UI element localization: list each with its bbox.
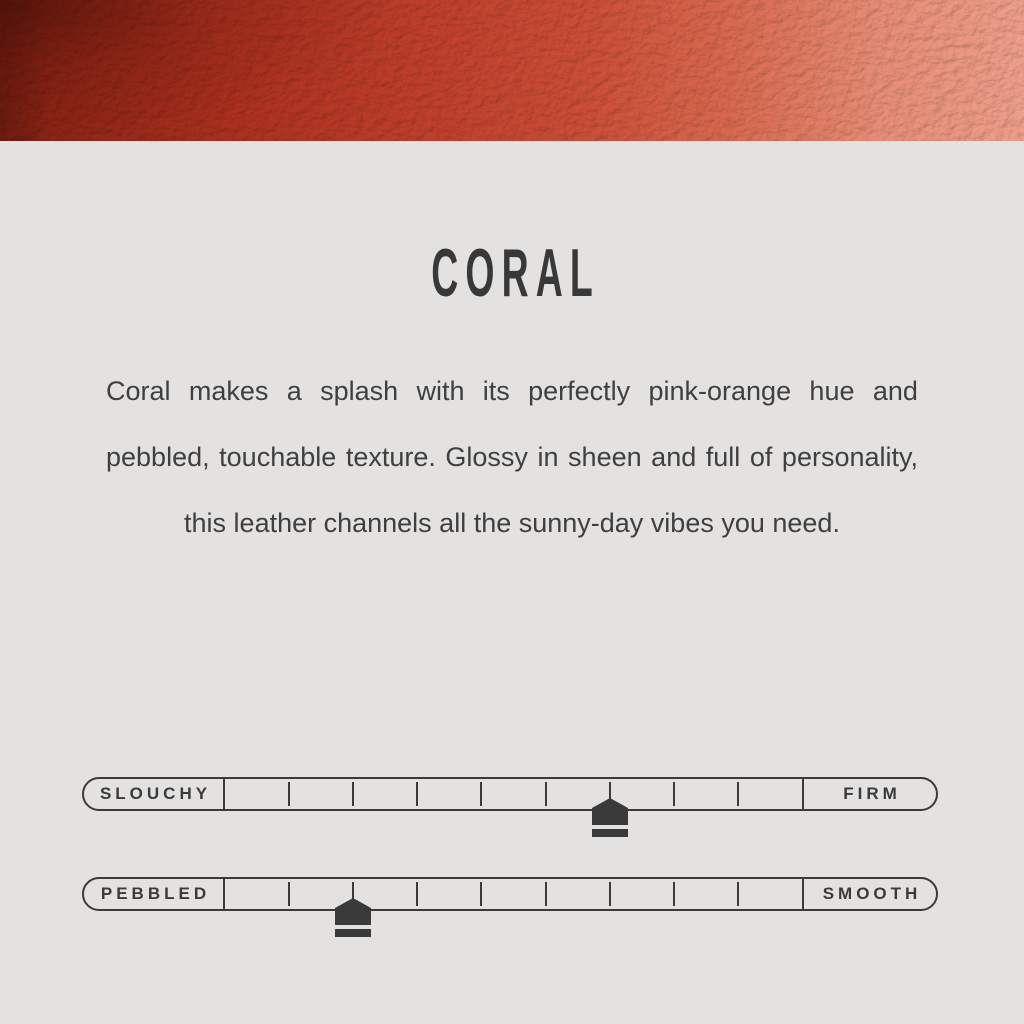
word: with [416, 376, 465, 406]
word: of [749, 442, 773, 472]
leather-swatch-image [0, 0, 1024, 141]
scale-tick [480, 882, 482, 906]
description [106, 358, 918, 556]
word: sheen [568, 442, 642, 472]
slider-left-label: PEBBLED [84, 879, 225, 909]
word: texture. [345, 442, 436, 472]
description-line: this leather channels all the sunny-day vibes you need. [184, 508, 840, 538]
slider-marker-icon[interactable] [335, 898, 371, 937]
word: hue [809, 376, 855, 406]
scale-tick [416, 782, 418, 806]
slider-right-label: SMOOTH [802, 879, 936, 909]
scale-tick [288, 782, 290, 806]
word: in [537, 442, 559, 472]
scale-tick [737, 782, 739, 806]
slider-track [82, 777, 938, 811]
slider-track [82, 877, 938, 911]
description-line [106, 358, 918, 424]
word: full [705, 442, 741, 472]
word: personality, [781, 442, 918, 472]
scale-tick [288, 882, 290, 906]
word: pebbled, [106, 442, 210, 472]
scale-tick [352, 782, 354, 806]
page-title: CORAL [431, 235, 600, 311]
word: Coral [106, 376, 171, 406]
scale-tick [673, 882, 675, 906]
slider-left-label: SLOUCHY [84, 779, 225, 809]
scale-tick [545, 882, 547, 906]
scale-tick [737, 882, 739, 906]
word: and [872, 376, 918, 406]
scale-tick [545, 782, 547, 806]
word: its [482, 376, 510, 406]
word: perfectly [528, 376, 631, 406]
word: touchable [219, 442, 337, 472]
scale-tick [416, 882, 418, 906]
word: makes [188, 376, 269, 406]
scale-tick [673, 782, 675, 806]
slider-pebbled-smooth [82, 877, 938, 911]
slider-right-label: FIRM [802, 779, 936, 809]
slider-slouchy-firm [82, 777, 938, 811]
word: Glossy [445, 442, 528, 472]
word: splash [320, 376, 399, 406]
description-line [106, 424, 918, 490]
word: a [286, 376, 302, 406]
word: pink-orange [648, 376, 792, 406]
scale-tick [609, 882, 611, 906]
scale-tick [480, 782, 482, 806]
slider-marker-icon[interactable] [592, 798, 628, 837]
word: and [651, 442, 697, 472]
